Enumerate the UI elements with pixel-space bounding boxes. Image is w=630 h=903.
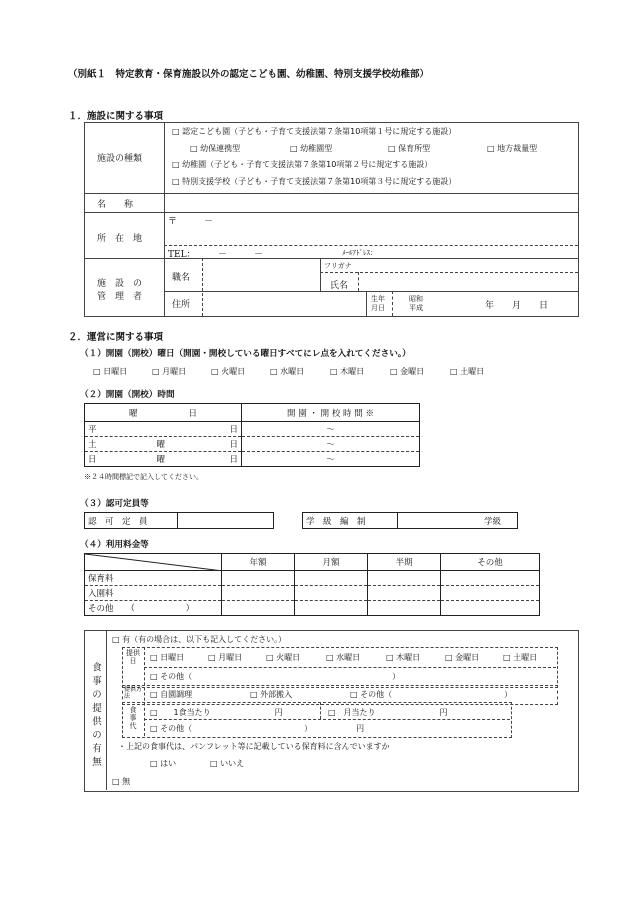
meal-cost-label: 食事代 bbox=[129, 706, 137, 730]
era-showa[interactable]: 昭和 bbox=[409, 295, 423, 303]
hours-saturday-field[interactable]: ～ bbox=[242, 437, 420, 452]
fees-col-other: その他 bbox=[441, 554, 540, 571]
option-youchien-gata[interactable]: □ 幼稚園型 bbox=[290, 144, 333, 153]
option-hoikusho-gata[interactable]: □ 保育所型 bbox=[388, 144, 431, 153]
hours-row-sat-m: 曜 bbox=[156, 440, 166, 450]
birth-label-2: 月日 bbox=[371, 304, 385, 312]
fee-cell[interactable] bbox=[222, 601, 295, 616]
hours-note: ※２４時間標記で記入してください。 bbox=[84, 473, 203, 481]
meal-method-label: 提供方法 bbox=[124, 686, 143, 700]
classes-field[interactable]: 学級 bbox=[398, 513, 518, 529]
fees-row-nyuenryo: 入園料 bbox=[85, 586, 222, 601]
facility-type-label: 施設の種類 bbox=[97, 154, 143, 164]
capacity-field[interactable] bbox=[178, 513, 274, 529]
birth-date-field[interactable]: 年 月 日 bbox=[485, 301, 549, 311]
option-tokubetsu-shien[interactable]: □ 特別支援学校（子ども・子育て支援法第７条第10項第３号に規定する施設） bbox=[172, 177, 457, 186]
section2-heading: ２．運営に関する事項 bbox=[68, 332, 164, 343]
meal-day-sat[interactable]: □ 土曜日 bbox=[503, 653, 538, 662]
fee-cell[interactable] bbox=[441, 601, 540, 616]
pamphlet-yes[interactable]: □ はい bbox=[150, 759, 177, 768]
hours-sunday-field[interactable]: ～ bbox=[242, 452, 420, 467]
opening-day-sun[interactable]: □ 日曜日 bbox=[93, 367, 128, 376]
capacity-question: （３）認可定員等 bbox=[80, 499, 149, 509]
name-field[interactable] bbox=[170, 196, 570, 210]
opening-day-thu[interactable]: □ 木曜日 bbox=[330, 367, 365, 376]
manager-label-2: 管 理 者 bbox=[97, 292, 143, 302]
postal-code-field[interactable]: 〒 － bbox=[168, 217, 214, 227]
person-name-label: 氏名 bbox=[330, 281, 349, 291]
meal-day-other[interactable]: □ その他（ ） bbox=[150, 672, 401, 681]
method-gaibu[interactable]: □ 外部搬入 bbox=[250, 690, 293, 699]
hours-row-sun-m: 曜 bbox=[156, 455, 166, 465]
manager-label-1: 施 設 の bbox=[97, 279, 143, 289]
era-heisei[interactable]: 平成 bbox=[409, 304, 423, 312]
fees-col-half: 半期 bbox=[368, 554, 441, 571]
hours-row-sun-b: 日 bbox=[229, 455, 238, 465]
furigana-label: フリガナ bbox=[324, 262, 352, 270]
fees-question: （４）利用料金等 bbox=[80, 540, 149, 550]
meal-day-mon[interactable]: □ 月曜日 bbox=[208, 653, 243, 662]
diagonal-line bbox=[85, 554, 223, 571]
option-youho-renkei[interactable]: □ 幼保連携型 bbox=[190, 144, 241, 153]
fees-row-other: その他 （ ） bbox=[85, 601, 222, 616]
meal-day-tue[interactable]: □ 火曜日 bbox=[266, 653, 301, 662]
classes-label: 学 級 編 制 bbox=[303, 513, 398, 529]
method-jien[interactable]: □ 自園調理 bbox=[150, 690, 193, 699]
hours-row-weekday-b: 日 bbox=[229, 425, 238, 435]
fee-cell[interactable] bbox=[295, 601, 368, 616]
option-youchien[interactable]: □ 幼稚園（子ども・子育て支援法第７条第10項第２号に規定する施設） bbox=[172, 160, 433, 169]
meal-day-wed[interactable]: □ 水曜日 bbox=[326, 653, 361, 662]
pamphlet-no[interactable]: □ いいえ bbox=[210, 759, 245, 768]
fees-table bbox=[84, 553, 540, 616]
meal-provision-label: 食事の提供の有無 bbox=[90, 662, 101, 770]
opening-day-tue[interactable]: □ 火曜日 bbox=[211, 367, 246, 376]
option-chihou-sairyou[interactable]: □ 地方裁量型 bbox=[487, 144, 538, 153]
meal-day-thu[interactable]: □ 木曜日 bbox=[386, 653, 421, 662]
meal-no-option[interactable]: □ 無 bbox=[112, 777, 131, 786]
fee-cell[interactable] bbox=[441, 586, 540, 601]
method-other[interactable]: □ その他（ ） bbox=[350, 690, 513, 699]
meal-days-label: 提供日 bbox=[126, 649, 140, 665]
hours-row-sun-a: 日 bbox=[88, 455, 97, 465]
section1-heading: １．施設に関する事項 bbox=[68, 111, 164, 122]
tel-field[interactable]: TEL： － － bbox=[168, 250, 264, 260]
fee-cell[interactable] bbox=[295, 586, 368, 601]
fee-cell[interactable] bbox=[368, 586, 441, 601]
opening-day-mon[interactable]: □ 月曜日 bbox=[152, 367, 187, 376]
fees-header-corner bbox=[85, 554, 222, 571]
cost-per-month[interactable]: □ 月当たり 円 bbox=[328, 708, 448, 717]
job-title-label: 職名 bbox=[172, 273, 191, 283]
fees-col-annual: 年額 bbox=[222, 554, 295, 571]
hours-row-sat-a: 土 bbox=[88, 440, 97, 450]
residence-label: 住所 bbox=[172, 300, 191, 310]
name-label: 名 称 bbox=[97, 200, 134, 210]
fee-cell[interactable] bbox=[441, 571, 540, 586]
email-field[interactable]: ﾒｰﾙｱﾄﾞﾚｽ： bbox=[342, 249, 377, 257]
opening-day-sat[interactable]: □ 土曜日 bbox=[450, 367, 485, 376]
capacity-label: 認 可 定 員 bbox=[85, 513, 178, 529]
address-label: 所 在 地 bbox=[97, 234, 143, 244]
opening-hours-question: （２）開園（開校）時間 bbox=[80, 390, 175, 400]
birth-label-1: 生年 bbox=[371, 295, 385, 303]
hours-header-day: 曜 日 bbox=[85, 404, 242, 422]
fee-cell[interactable] bbox=[222, 571, 295, 586]
classes-table bbox=[302, 512, 518, 529]
fee-cell[interactable] bbox=[222, 586, 295, 601]
hours-row-sat-b: 日 bbox=[229, 440, 238, 450]
opening-day-fri[interactable]: □ 金曜日 bbox=[390, 367, 425, 376]
opening-days-question: （１）開園（開校）曜日（開園・開校している曜日すべてにレ点を入れてください。） bbox=[80, 349, 411, 359]
cost-other[interactable]: □ その他（ ） 円 bbox=[150, 724, 365, 733]
meal-yes-option[interactable]: □ 有（有の場合は、以下も記入してください。） bbox=[112, 635, 287, 644]
fee-cell[interactable] bbox=[295, 571, 368, 586]
opening-day-wed[interactable]: □ 水曜日 bbox=[270, 367, 305, 376]
capacity-table bbox=[84, 512, 274, 529]
pamphlet-question: ・上記の食事代は、パンフレット等に記載している保育料に含んでいますか bbox=[118, 742, 390, 751]
option-nintei-kodomoen[interactable]: □ 認定こども園（子ども・子育て支援法第７条第10項第１号に規定する施設） bbox=[172, 127, 457, 136]
fees-col-monthly: 月額 bbox=[295, 554, 368, 571]
meal-day-fri[interactable]: □ 金曜日 bbox=[445, 653, 480, 662]
cost-per-meal[interactable]: □ 1食当たり 円 bbox=[150, 708, 283, 717]
hours-row-weekday-a: 平 bbox=[88, 425, 97, 435]
fees-row-hoikuryo: 保育料 bbox=[85, 571, 222, 586]
opening-hours-table bbox=[84, 403, 420, 467]
fee-cell[interactable] bbox=[368, 601, 441, 616]
meal-day-sun[interactable]: □ 日曜日 bbox=[150, 653, 185, 662]
hours-header-time: 開 園 ・ 開 校 時 間 ※ bbox=[242, 404, 420, 422]
document-title: （別紙１ 特定教育・保育施設以外の認定こども園、幼稚園、特別支援学校幼稚部） bbox=[68, 69, 430, 80]
hours-weekday-field[interactable]: ～ bbox=[242, 422, 420, 437]
fee-cell[interactable] bbox=[368, 571, 441, 586]
